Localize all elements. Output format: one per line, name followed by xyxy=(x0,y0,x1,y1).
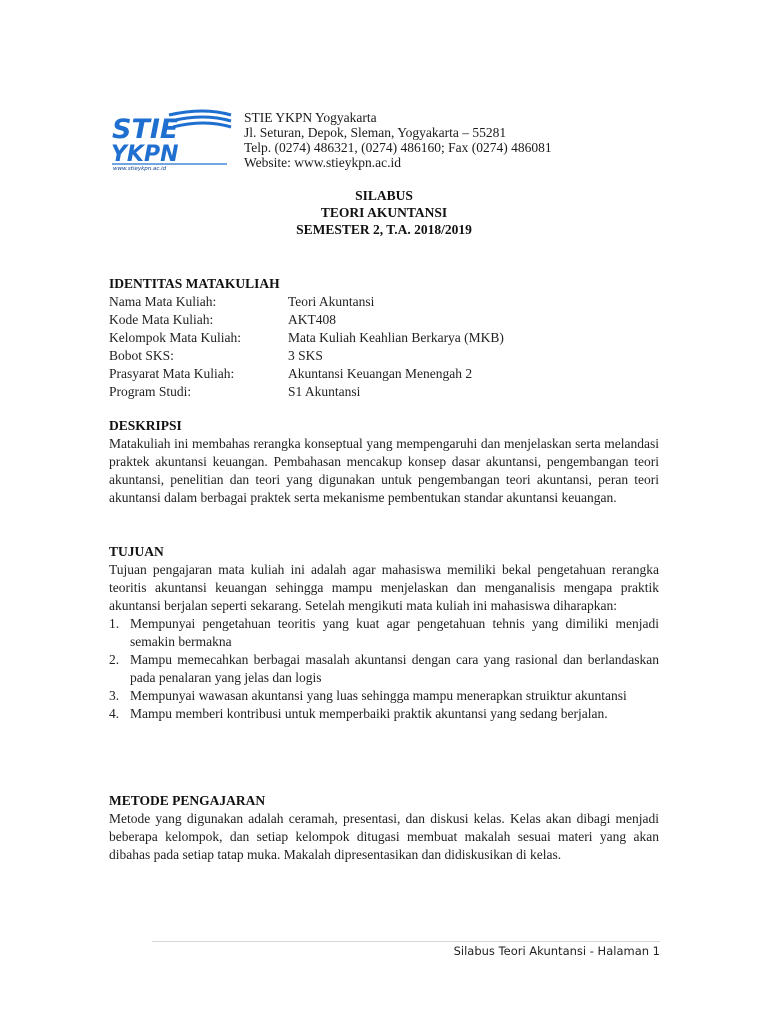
list-text: Mampu memecahkan berbagai masalah akuntansi dengan cara yang rasional dan berlandaskan pada penalaran yang jelas dan logis xyxy=(130,652,659,685)
list-text: Mampu memberi kontribusi untuk memperbaiki praktik akuntansi yang sedang berjalan. xyxy=(130,706,608,721)
identitas-value: Teori Akuntansi xyxy=(288,294,375,309)
list-item xyxy=(109,705,659,723)
section-identitas xyxy=(109,275,659,401)
stie-ykpn-logo xyxy=(109,109,232,171)
org-info xyxy=(244,110,552,170)
list-item xyxy=(109,615,659,651)
list-number: 1. xyxy=(109,616,120,631)
heading-tujuan: TUJUAN xyxy=(109,544,164,559)
identitas-key: Bobot SKS: xyxy=(109,348,174,363)
title-line-2: TEORI AKUNTANSI xyxy=(320,205,448,220)
logo-text-stie: STIE xyxy=(112,114,179,145)
document-title xyxy=(0,187,768,238)
identitas-key: Nama Mata Kuliah: xyxy=(109,294,217,309)
section-tujuan xyxy=(109,543,659,723)
identitas-value: Mata Kuliah Keahlian Berkarya (MKB) xyxy=(288,330,504,345)
logo-text-ykpn: YKPN xyxy=(111,142,179,167)
identitas-row xyxy=(109,365,659,383)
tujuan-intro: Tujuan pengajaran mata kuliah ini adalah agar mahasiswa memiliki bekal pengetahuan rerangka teoritis akuntansi keuangan sehingga mampu menjelaskan dan menganalisis mengapa praktik akuntansi berjalan seperti sekarang. Setelah mengikuti mata kuliah ini mahasiswa diharapkan: xyxy=(109,562,659,613)
list-number: 2. xyxy=(109,652,120,667)
identitas-key: Prasyarat Mata Kuliah: xyxy=(109,366,235,381)
identitas-key: Kelompok Mata Kuliah: xyxy=(109,330,241,345)
footer-divider xyxy=(152,941,660,942)
identitas-table xyxy=(109,293,659,401)
org-website: Website: www.stieykpn.ac.id xyxy=(244,155,402,170)
identitas-key: Kode Mata Kuliah: xyxy=(109,312,214,327)
identitas-row xyxy=(109,347,659,365)
identitas-key: Program Studi: xyxy=(109,384,192,399)
org-phone: Telp. (0274) 486321, (0274) 486160; Fax (0274) 486081 xyxy=(244,140,552,155)
identitas-row xyxy=(109,329,659,347)
title-line-3: SEMESTER 2, T.A. 2018/2019 xyxy=(296,222,472,237)
identitas-value: Akuntansi Keuangan Menengah 2 xyxy=(288,366,473,381)
list-number: 4. xyxy=(109,706,120,721)
section-deskripsi xyxy=(109,417,659,507)
list-item xyxy=(109,687,659,705)
identitas-value: AKT408 xyxy=(288,312,336,327)
heading-metode: METODE PENGAJARAN xyxy=(109,793,266,808)
org-name: STIE YKPN Yogyakarta xyxy=(244,110,377,125)
heading-identitas: IDENTITAS MATAKULIAH xyxy=(109,276,280,291)
logo-url: www.stieykpn.ac.id xyxy=(113,166,167,171)
org-address: Jl. Seturan, Depok, Sleman, Yogyakarta – 55281 xyxy=(244,125,507,140)
identitas-row xyxy=(109,311,659,329)
list-number: 3. xyxy=(109,688,120,703)
identitas-row xyxy=(109,383,659,401)
list-item xyxy=(109,651,659,687)
identitas-value: S1 Akuntansi xyxy=(288,384,361,399)
heading-deskripsi: DESKRIPSI xyxy=(109,418,182,433)
page-footer: Silabus Teori Akuntansi - Halaman 1 xyxy=(453,944,660,958)
tujuan-list xyxy=(109,615,659,723)
identitas-row xyxy=(109,293,659,311)
metode-text: Metode yang digunakan adalah ceramah, presentasi, dan diskusi kelas. Kelas akan dibagi menjadi beberapa kelompok, dan setiap kelompok ditugasi membuat makalah sesuai materi yang akan dibahas pada setiap tatap muka. Makalah dipresentasikan dan didiskusikan di kelas. xyxy=(109,811,659,862)
title-line-1: SILABUS xyxy=(355,188,413,203)
list-text: Mempunyai wawasan akuntansi yang luas sehingga mampu menerapkan struiktur akuntansi xyxy=(130,688,627,703)
deskripsi-text: Matakuliah ini membahas rerangka konseptual yang mempengaruhi dan menjelaskan serta melandasi praktek akuntansi keuangan. Pembahasan mencakup konsep dasar akuntansi, pengembangan teori akuntansi, penelitian dan teori yang digunakan untuk pengembangan teori akuntansi, peran teori akuntansi dalam berbagai praktek serta mekanisme pembentukan standar akuntansi keuangan. xyxy=(109,436,659,505)
list-text: Mempunyai pengetahuan teoritis yang kuat agar pengetahuan tehnis yang dimiliki menjadi semakin bermakna xyxy=(130,616,659,649)
section-metode xyxy=(109,792,659,864)
identitas-value: 3 SKS xyxy=(288,348,323,363)
